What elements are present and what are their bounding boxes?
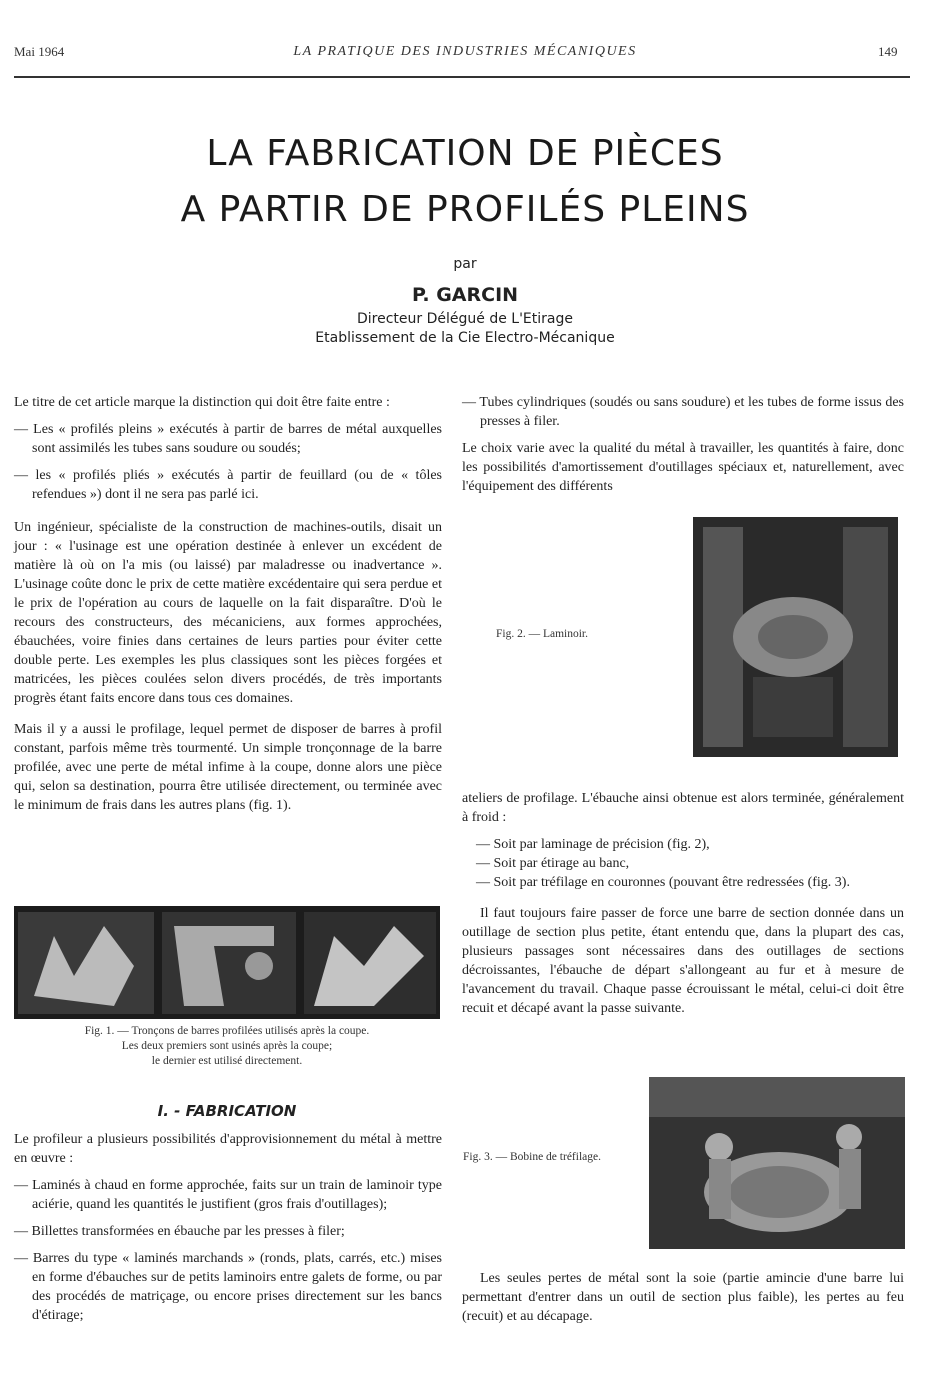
author-establishment: Etablissement de la Cie Electro-Mécanique [315,330,615,346]
left-column-bottom [14,1130,442,1333]
paragraph: ateliers de profilage. L'ébauche ainsi obtenue est alors terminée, généralement à froid : [462,791,904,825]
list-item: — Tubes cylindriques (soudés ou sans soudure) et les tubes de forme issus des presses à filer. [462,395,904,429]
paragraph: Le profileur a plusieurs possibilités d'approvisionnement du métal à mettre en œuvre : [14,1132,442,1166]
author-role: Directeur Délégué de L'Etirage [357,311,573,327]
figure-3-photo [649,1077,905,1249]
byline-par: par [453,256,477,272]
caption-line: Les deux premiers sont usinés après la coupe; [121,1040,333,1052]
header-date: Mai 1964 [14,44,65,59]
paragraph: Le titre de cet article marque la distinction qui doit être faite entre : [14,395,390,410]
article-title-line2: A PARTIR DE PROFILÉS PLEINS [180,189,750,230]
list-item: — Barres du type « laminés marchands » (ronds, plats, carrés, etc.) mises en forme d'ébauches sur de petits laminoirs entre galets de forme, ou par des procédés de matriçage, ou encore prises directement sur les bancs d'étirage; [14,1251,442,1323]
right-column-bottom [462,1269,904,1334]
list-item: — Les « profilés pleins » exécutés à partir de barres de métal auxquelles sont assimilés les tubes sans soudure ou soudés; [14,422,442,456]
paragraph: Il faut toujours faire passer de force une barre de section donnée dans un outillage de section plus petite, étant entendu que, dans la plupart des cas, plusieurs passages sont nécessaires dans des outillages de sections décroissantes, l'ébauche de départ s'allongeant au fur et à mesure de l'avancement du travail. Chaque passe écrouissant le métal, celui-ci doit être recuit et décapé avant la passe suivante. [462,906,904,1016]
page-number: 149 [878,44,898,59]
paragraph: Le choix varie avec la qualité du métal à travailler, les quantités à faire, donc les possibilités d'amortissement d'outillages spéciaux et, naturellement, avec l'équipement des différents [462,441,904,494]
figure-3-caption: Fig. 3. — Bobine de tréfilage. [463,1151,601,1163]
left-column-top [14,393,442,823]
caption-line: Fig. 1. — Tronçons de barres profilées utilisés après la coupe. [84,1025,370,1037]
right-column-middle [462,789,904,1026]
figure-1-photo [14,906,440,1019]
author-name: P. GARCIN [411,284,519,306]
section-heading: I. - FABRICATION [157,1102,297,1120]
paragraph: Un ingénieur, spécialiste de la construction de machines-outils, disait un jour : « l'usinage est une opération destinée à enlever un excédent de matière là où on l'a mis (ou laissé) par maladresse ou inadvertance ». L'usinage coûte donc le prix de cette matière excédentaire qui sera perdue et le prix de l'opération au cours de laquelle on la fait disparaître. D'où le recours des constructeurs, des mécaniciens, aux formes approchées, ébauchées, voire finies dans certaines de leurs parties pour éviter cette double perte. Les exemples les plus classiques sont les pièces forgées et matricées, les pièces coulées selon divers procédés, de très importants progrès étant faits encore dans tous ces domaines. [14,520,442,706]
paragraph: Les seules pertes de métal sont la soie (partie amincie d'une barre lui permettant d'entrer dans un outil de section plus faible), les pertes au feu (recuit) et au décapage. [462,1271,904,1324]
list-item: — Soit par laminage de précision (fig. 2), [476,837,710,852]
figure-2-caption: Fig. 2. — Laminoir. [496,628,588,640]
list-item: — Laminés à chaud en forme approchée, faits sur un train de laminoir type aciérie, quand les quantités le justifient (gros frais d'outillages); [14,1178,442,1212]
list-item: — Soit par étirage au banc, [476,856,630,871]
caption-line: le dernier est utilisé directement. [151,1055,303,1067]
journal-title: LA PRATIQUE DES INDUSTRIES MÉCANIQUES [293,44,637,59]
paragraph: Mais il y a aussi le profilage, lequel permet de disposer de barres à profil constant, parfois même très tourmenté. Un simple tronçonnage de la barre profilée, avec une perte de métal infime à la coupe, donne alors une pièce qui, selon sa destination, pourra être utilisée directement, ou terminée avec le minimum de frais dans les autres plans (fig. 1). [14,722,442,813]
figure-2-photo [693,517,898,757]
article-title-line1: LA FABRICATION DE PIÈCES [206,133,724,174]
list-item: — les « profilés pliés » exécutés à partir de feuillard (ou de « tôles refendues ») dont il ne sera pas parlé ici. [14,468,442,502]
header-rule [14,76,910,78]
right-column-top [462,393,904,504]
list-item: — Billettes transformées en ébauche par les presses à filer; [14,1224,345,1239]
list-item: — Soit par tréfilage en couronnes (pouvant être redressées (fig. 3). [476,875,850,890]
figure-1-caption [14,1024,440,1069]
